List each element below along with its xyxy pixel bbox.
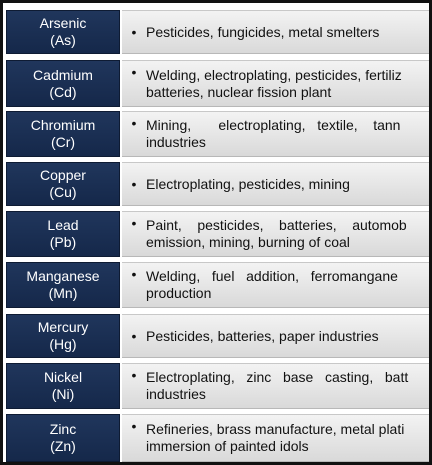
- metal-cell: [6, 111, 120, 157]
- uses-line: Pesticides, batteries, paper industries: [146, 327, 379, 344]
- metal-symbol: (Cd): [49, 83, 77, 100]
- uses-line: industries: [146, 386, 206, 402]
- table-row-lead: [6, 211, 432, 257]
- uses-line: emission, mining, burning of coal: [146, 234, 350, 250]
- bullet-icon: •: [131, 367, 137, 383]
- metal-cell: [6, 162, 120, 206]
- uses-line: Mining, electroplating, textile, tann: [146, 117, 401, 133]
- uses-line: Welding, fuel addition, ferromangane: [146, 268, 398, 284]
- uses-line: immersion of painted idols: [146, 438, 309, 454]
- bullet-icon: •: [131, 115, 137, 131]
- uses-cell: [122, 162, 432, 206]
- metal-symbol: (Hg): [49, 336, 77, 352]
- metal-symbol: (Pb): [49, 234, 77, 250]
- uses-text: [140, 369, 408, 403]
- uses-cell: [122, 414, 432, 462]
- metal-name: Copper: [40, 167, 86, 183]
- uses-text: [140, 24, 379, 41]
- uses-cell: [122, 211, 432, 257]
- uses-line: Electroplating, pesticides, mining: [146, 175, 350, 192]
- bullet-icon: •: [131, 64, 137, 80]
- metal-cell: [6, 314, 120, 358]
- table-row-copper: [6, 162, 432, 206]
- uses-cell: [122, 60, 432, 107]
- uses-text: [140, 117, 400, 151]
- uses-line: industries: [146, 134, 206, 150]
- uses-cell: [122, 314, 432, 358]
- metal-name: Nickel: [43, 369, 83, 385]
- bullet-icon: •: [131, 23, 137, 40]
- table-row-arsenic: [6, 10, 432, 54]
- metal-name: Chromium: [30, 117, 96, 133]
- uses-line: Pesticides, fungicides, metal smelters: [146, 23, 380, 40]
- metal-name: Lead: [47, 217, 79, 233]
- uses-line: production: [146, 285, 212, 301]
- metal-cell: [6, 211, 120, 257]
- uses-line: Refineries, brass manufacture, metal plati: [146, 421, 405, 437]
- metal-name: Manganese: [26, 268, 100, 284]
- table-row-nickel: [6, 363, 432, 409]
- uses-line: batteries, nuclear fission plant: [146, 83, 332, 100]
- bullet-icon: •: [131, 175, 137, 192]
- metal-cell: [6, 60, 120, 107]
- uses-cell: [122, 10, 432, 54]
- metal-symbol: (Mn): [48, 285, 78, 301]
- bullet-icon: •: [131, 215, 137, 231]
- uses-text: [140, 268, 398, 302]
- uses-line: Welding, electroplating, pesticides, fertiliz: [146, 66, 402, 83]
- table-row-manganese: [6, 262, 432, 308]
- metal-symbol: (Zn): [50, 438, 76, 454]
- uses-text: [140, 421, 404, 455]
- uses-text: [140, 176, 350, 193]
- bullet-icon: •: [131, 266, 137, 282]
- table-row-cadmium: [6, 60, 432, 107]
- uses-text: [140, 217, 407, 251]
- metal-name: Mercury: [37, 319, 89, 335]
- uses-text: [140, 67, 402, 101]
- metal-cell: [6, 10, 120, 54]
- uses-cell: [122, 363, 432, 409]
- metal-name: Arsenic: [39, 15, 87, 31]
- metal-symbol: (Cr): [50, 134, 76, 150]
- uses-cell: [122, 111, 432, 157]
- uses-line: Electroplating, zinc base casting, batt: [146, 369, 409, 385]
- bullet-icon: •: [131, 327, 137, 344]
- table-row-mercury: [6, 314, 432, 358]
- uses-line: Paint, pesticides, batteries, automob: [146, 217, 407, 233]
- metal-cell: [6, 414, 120, 462]
- metal-symbol: (As): [50, 32, 76, 48]
- bullet-icon: •: [131, 418, 137, 434]
- metal-symbol: (Cu): [49, 184, 77, 200]
- uses-text: [140, 328, 379, 345]
- uses-cell: [122, 262, 432, 308]
- metal-cell: [6, 363, 120, 409]
- metal-name: Cadmium: [33, 66, 93, 83]
- table-row-chromium: [6, 111, 432, 157]
- table-row-zinc: [6, 414, 432, 462]
- metal-name: Zinc: [49, 421, 77, 437]
- metal-cell: [6, 262, 120, 308]
- metal-symbol: (Ni): [51, 386, 75, 402]
